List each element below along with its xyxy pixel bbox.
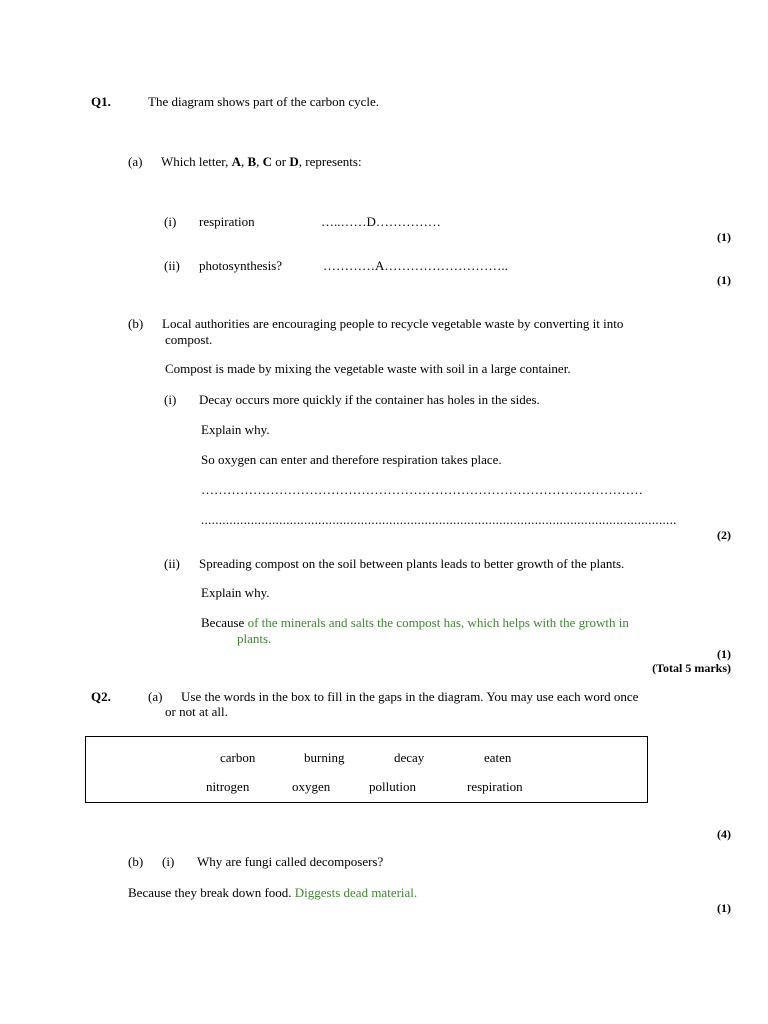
q1b-label: (b)	[128, 316, 144, 331]
answer-dotted-line: ......................................................................................................................................	[201, 512, 677, 527]
q2b-label: (b)	[128, 854, 144, 869]
q1b-i-text: Decay occurs more quickly if the container has holes in the sides.	[199, 392, 540, 407]
q1-total-marks: (Total 5 marks)	[652, 661, 731, 675]
word-box-word: pollution	[369, 779, 416, 794]
q1b-ii-explain: Explain why.	[201, 585, 270, 600]
q1b-i-label: (i)	[164, 392, 177, 407]
word-box-word: oxygen	[292, 779, 331, 794]
q1a-i-text: respiration	[199, 214, 255, 229]
q2a-label: (a)	[148, 689, 163, 704]
q1b-i-answer: So oxygen can enter and therefore respiration takes place.	[201, 452, 502, 467]
word-box-word: carbon	[220, 750, 256, 765]
word-box	[85, 736, 648, 803]
q1b-line3: Compost is made by mixing the vegetable waste with soil in a large container.	[165, 361, 571, 376]
q2a-line2: or not at all.	[165, 704, 228, 719]
q1a-i-label: (i)	[164, 214, 177, 229]
q1b-ii-marks: (1)	[717, 647, 731, 661]
word-box-word: decay	[394, 750, 425, 765]
q1a-ii-label: (ii)	[164, 258, 180, 273]
q1b-line2: compost.	[165, 332, 213, 347]
q1a-ii-marks: (1)	[717, 273, 731, 287]
q1b-ii-answer-cont: plants.	[237, 631, 272, 646]
q1a-label: (a)	[128, 154, 143, 169]
answer-dotted-line: …………………………………………………………………………………………	[201, 482, 643, 497]
q2b-i-question: Why are fungi called decomposers?	[197, 854, 384, 869]
q2b-i-marks: (1)	[717, 901, 731, 915]
q1b-line1: Local authorities are encouraging people to recycle vegetable waste by converting it into	[162, 316, 624, 331]
q1b-ii-text: Spreading compost on the soil between plants leads to better growth of the plants.	[199, 556, 625, 571]
q1b-i-explain: Explain why.	[201, 422, 270, 437]
q1-intro: The diagram shows part of the carbon cycle.	[148, 94, 380, 109]
q2-label: Q2.	[91, 689, 111, 704]
q1b-ii-label: (ii)	[164, 556, 180, 571]
word-box-word: burning	[304, 750, 345, 765]
word-box-word: nitrogen	[206, 779, 250, 794]
q1b-i-marks: (2)	[717, 528, 731, 542]
q1a-i-marks: (1)	[717, 230, 731, 244]
q1b-ii-answer: Because of the minerals and salts the compost has, which helps with the growth in	[201, 615, 629, 630]
q2b-i-label: (i)	[162, 854, 175, 869]
word-box-word: eaten	[484, 750, 512, 765]
q2b-i-answer: Because they break down food. Diggests dead material.	[128, 885, 418, 900]
q1-label: Q1.	[91, 94, 111, 109]
q1a-ii-answer: …………A………………………..	[323, 258, 508, 273]
q1a-ii-text: photosynthesis?	[199, 258, 283, 273]
q2a-line1: Use the words in the box to fill in the gaps in the diagram. You may use each word once	[181, 689, 639, 704]
word-box-word: respiration	[467, 779, 523, 794]
q1a-prompt: Which letter, A, B, C or D, represents:	[161, 154, 362, 169]
q1a-i-answer: …..……D……………	[321, 214, 441, 229]
q2a-marks: (4)	[717, 827, 731, 841]
